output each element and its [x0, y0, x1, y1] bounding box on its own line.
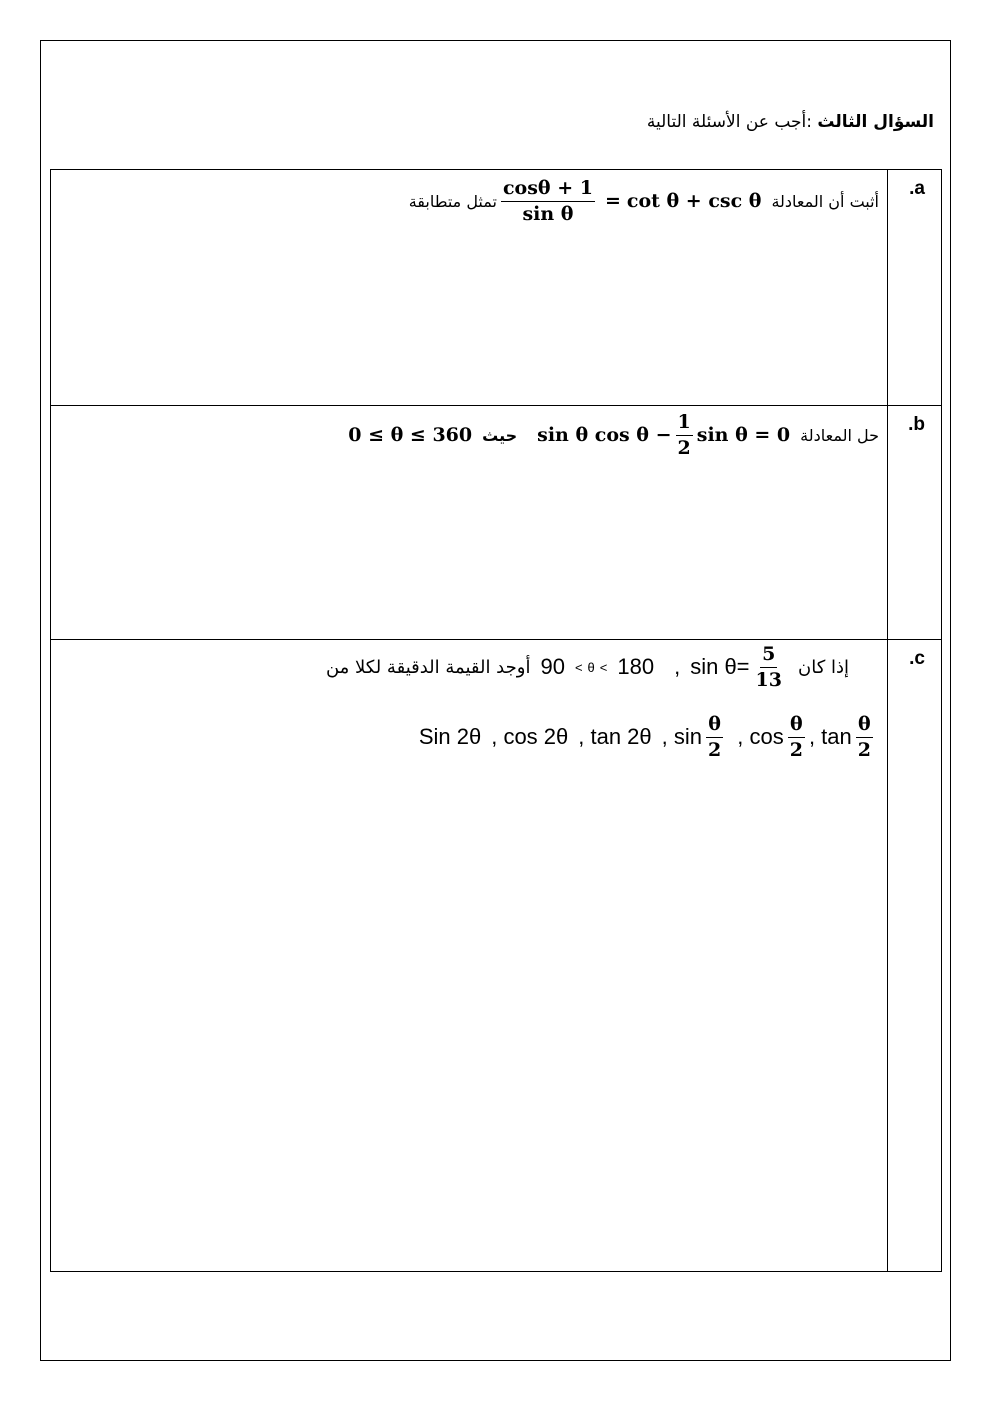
question-b-eq-part2: sin θ = 0: [696, 424, 791, 447]
column-divider: [887, 170, 888, 405]
question-c-list: [419, 714, 877, 761]
question-c-sin-half-denominator: 2: [708, 738, 722, 761]
column-divider: [887, 406, 888, 639]
question-c-sin-half-label: , sin: [661, 724, 703, 750]
question-b-fraction-numerator: 1: [676, 412, 693, 436]
question-c-fraction-denominator: 13: [755, 668, 782, 691]
question-c-tan-half-numerator: θ: [856, 714, 873, 738]
question-c-cos2: , cos 2θ: [491, 724, 569, 750]
question-b-where: حيث: [482, 425, 518, 445]
question-b-fraction-denominator: 2: [677, 436, 691, 459]
question-c-comma: ,: [674, 654, 681, 680]
question-c-sin-half-numerator: θ: [706, 714, 723, 738]
question-a-fraction: [501, 178, 595, 225]
question-a-suffix: تمثل متطابقة: [408, 191, 497, 211]
question-c-lower: 90: [540, 654, 565, 680]
question-title: السؤال الثالث: [817, 112, 934, 132]
question-a-fraction-denominator: sin θ: [522, 202, 574, 225]
question-c-tan-half-denominator: 2: [857, 738, 871, 761]
heading-instruction: أجب عن الأسئلة التالية: [646, 112, 807, 132]
question-b-fraction: [676, 412, 693, 459]
question-c-tan-half-label: , tan: [808, 724, 852, 750]
question-c-tan2: , tan 2θ: [578, 724, 652, 750]
question-a-rhs: cot θ + csc θ: [626, 190, 762, 213]
question-c-find: أوجد القيمة الدقيقة لكلا من: [325, 656, 531, 678]
question-row-b: [51, 406, 941, 640]
question-label-c: .c: [909, 648, 925, 669]
question-c-cos-half-fraction: [788, 714, 805, 761]
question-heading: [647, 112, 934, 132]
question-b-equation: [537, 412, 790, 459]
question-b-eq-part1: sin θ cos θ −: [537, 424, 672, 447]
question-c-sin2: Sin 2θ: [418, 724, 482, 750]
question-a-text: [409, 178, 879, 225]
question-c-upper: 180: [617, 654, 655, 680]
question-c-cos-half-denominator: 2: [789, 738, 803, 761]
question-b-prefix: حل المعادلة: [800, 425, 879, 445]
question-c-cos-half-numerator: θ: [788, 714, 805, 738]
question-c-if: إذا كان: [797, 656, 849, 678]
question-a-fraction-numerator: cosθ + 1: [501, 178, 595, 202]
question-c-range: [540, 654, 654, 680]
question-c-sin-half-fraction: [706, 714, 723, 761]
question-c-tan-half-fraction: [856, 714, 873, 761]
question-label-b: .b: [908, 414, 925, 435]
question-row-c: [51, 640, 941, 1271]
question-c-lt2: <: [599, 659, 608, 675]
question-c-sin-eq: sin θ=: [690, 654, 750, 680]
question-b-range: 0 ≤ θ ≤ 360: [348, 424, 473, 447]
question-a-equals: =: [604, 190, 621, 213]
question-c-theta: θ: [587, 659, 595, 675]
questions-table: [50, 169, 942, 1272]
question-c-lt1: <: [574, 659, 583, 675]
column-divider: [887, 640, 888, 1271]
question-c-condition: [326, 644, 849, 691]
heading-separator: :: [806, 112, 813, 132]
question-label-a: .a: [909, 178, 925, 199]
question-b-text: [348, 412, 879, 459]
question-a-prefix: أثبت أن المعادلة: [771, 191, 879, 211]
question-c-fraction-numerator: 5: [760, 644, 777, 668]
question-c-fraction: [754, 644, 784, 691]
question-row-a: [51, 170, 941, 406]
question-c-cos-half-label: , cos: [737, 724, 784, 750]
